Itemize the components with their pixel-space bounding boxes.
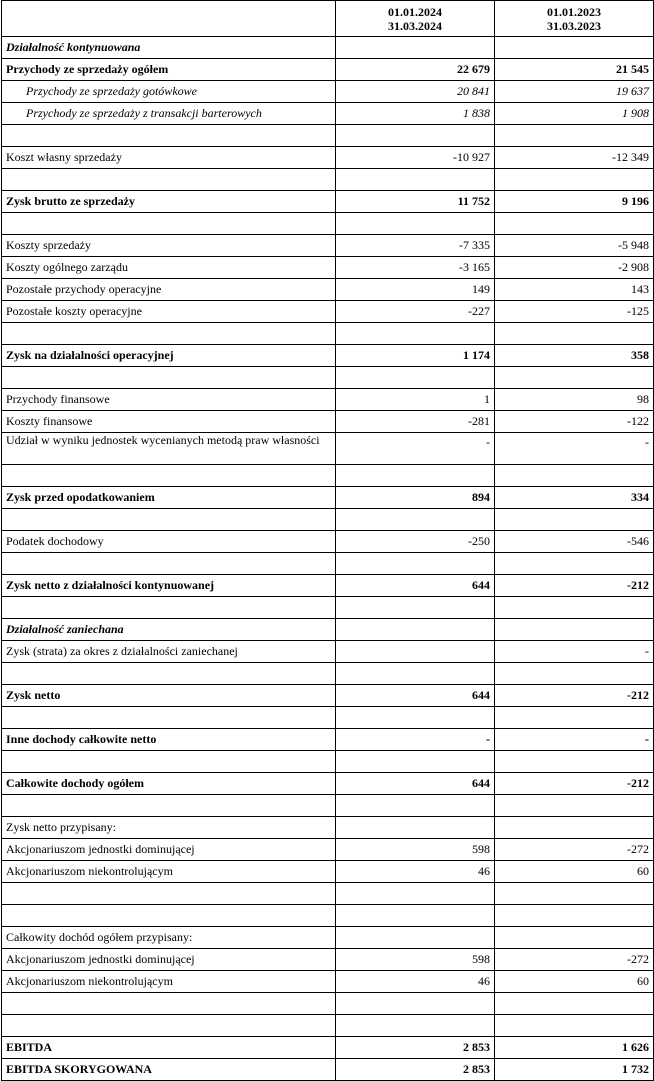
value-2023: 1 626: [495, 1037, 654, 1059]
value-2023: [495, 993, 654, 1015]
row-label: [2, 553, 336, 575]
row-label: Przychody ze sprzedaży ogółem: [2, 59, 336, 81]
value-2024: -10 927: [336, 147, 495, 169]
period-2024-to: 31.03.2024: [388, 18, 442, 33]
period-2023-from: 01.01.2023: [547, 4, 601, 19]
row-label: Inne dochody całkowite netto: [2, 729, 336, 751]
row-label: Koszty finansowe: [2, 411, 336, 433]
value-2023: 21 545: [495, 59, 654, 81]
value-2023: 1 908: [495, 103, 654, 125]
row-label: Pozostałe koszty operacyjne: [2, 301, 336, 323]
row-label: Całkowite dochody ogółem: [2, 773, 336, 795]
spacer-row: [2, 509, 654, 531]
value-2023: [495, 927, 654, 949]
statement-row: [2, 949, 654, 971]
statement-row: [2, 301, 654, 323]
statement-row: [2, 279, 654, 301]
row-label: [2, 597, 336, 619]
row-label: Zysk przed opodatkowaniem: [2, 487, 336, 509]
row-label: Zysk brutto ze sprzedaży: [2, 191, 336, 213]
statement-row: [2, 59, 654, 81]
statement-row: [2, 1037, 654, 1059]
spacer-row: [2, 751, 654, 773]
value-2023: [495, 465, 654, 487]
statement-row: [2, 81, 654, 103]
header-label-cell: [2, 1, 336, 37]
statement-row: [2, 103, 654, 125]
row-label: Działalność kontynuowana: [2, 37, 336, 59]
statement-row: [2, 641, 654, 663]
row-label: Całkowity dochód ogółem przypisany:: [2, 927, 336, 949]
statement-row: [2, 575, 654, 597]
value-2024: [336, 367, 495, 389]
statement-row: [2, 1059, 654, 1081]
value-2023: 334: [495, 487, 654, 509]
value-2024: [336, 817, 495, 839]
statement-row: [2, 927, 654, 949]
statement-row: [2, 861, 654, 883]
row-label: [2, 323, 336, 345]
value-2024: [336, 37, 495, 59]
value-2023: [495, 817, 654, 839]
value-2024: -3 165: [336, 257, 495, 279]
row-label: [2, 1015, 336, 1037]
spacer-row: [2, 1015, 654, 1037]
spacer-row: [2, 553, 654, 575]
value-2024: 11 752: [336, 191, 495, 213]
spacer-row: [2, 993, 654, 1015]
row-label: Udział w wyniku jednostek wycenianych metodą praw własności: [2, 433, 336, 465]
row-label: [2, 751, 336, 773]
value-2023: [495, 323, 654, 345]
row-label: [2, 883, 336, 905]
row-label: Akcjonariuszom niekontrolującym: [2, 861, 336, 883]
value-2023: [495, 707, 654, 729]
value-2024: -281: [336, 411, 495, 433]
value-2023: [495, 751, 654, 773]
spacer-row: [2, 125, 654, 147]
value-2024: -: [336, 433, 495, 465]
spacer-row: [2, 707, 654, 729]
value-2024: -227: [336, 301, 495, 323]
statement-row: [2, 619, 654, 641]
statement-row: [2, 729, 654, 751]
value-2023: -272: [495, 839, 654, 861]
value-2024: [336, 641, 495, 663]
value-2023: [495, 883, 654, 905]
value-2023: [495, 509, 654, 531]
value-2023: [495, 795, 654, 817]
statement-row: [2, 839, 654, 861]
value-2024: [336, 883, 495, 905]
value-2024: 2 853: [336, 1037, 495, 1059]
value-2024: [336, 619, 495, 641]
value-2023: -272: [495, 949, 654, 971]
row-label: Przychody ze sprzedaży gotówkowe: [2, 81, 336, 103]
row-label: [2, 707, 336, 729]
value-2024: 2 853: [336, 1059, 495, 1081]
spacer-row: [2, 367, 654, 389]
value-2023: 19 637: [495, 81, 654, 103]
value-2024: [336, 1015, 495, 1037]
value-2023: -212: [495, 575, 654, 597]
row-label: Zysk (strata) za okres z działalności zaniechanej: [2, 641, 336, 663]
value-2024: [336, 553, 495, 575]
value-2023: -5 948: [495, 235, 654, 257]
row-label: [2, 125, 336, 147]
row-label: Przychody finansowe: [2, 389, 336, 411]
row-label: [2, 367, 336, 389]
value-2024: 149: [336, 279, 495, 301]
value-2023: 9 196: [495, 191, 654, 213]
value-2024: 644: [336, 575, 495, 597]
spacer-row: [2, 597, 654, 619]
row-label: Zysk netto z działalności kontynuowanej: [2, 575, 336, 597]
spacer-row: [2, 883, 654, 905]
row-label: Zysk netto przypisany:: [2, 817, 336, 839]
row-label: [2, 663, 336, 685]
value-2023: [495, 553, 654, 575]
value-2023: 358: [495, 345, 654, 367]
row-label: EBITDA SKORYGOWANA: [2, 1059, 336, 1081]
row-label: Zysk netto: [2, 685, 336, 707]
value-2023: [495, 1015, 654, 1037]
value-2023: 60: [495, 971, 654, 993]
value-2024: 22 679: [336, 59, 495, 81]
row-label: Przychody ze sprzedaży z transakcji barterowych: [2, 103, 336, 125]
statement-row: [2, 971, 654, 993]
value-2024: 1 838: [336, 103, 495, 125]
value-2023: 143: [495, 279, 654, 301]
value-2024: -250: [336, 531, 495, 553]
value-2024: 644: [336, 773, 495, 795]
value-2024: [336, 509, 495, 531]
statement-row: [2, 685, 654, 707]
value-2024: [336, 751, 495, 773]
value-2023: -: [495, 729, 654, 751]
value-2023: -212: [495, 773, 654, 795]
value-2024: [336, 597, 495, 619]
statement-row: [2, 257, 654, 279]
value-2023: 98: [495, 389, 654, 411]
value-2024: 598: [336, 949, 495, 971]
row-label: Podatek dochodowy: [2, 531, 336, 553]
row-label: Zysk na działalności operacyjnej: [2, 345, 336, 367]
value-2023: -122: [495, 411, 654, 433]
statement-row: [2, 235, 654, 257]
value-2023: 60: [495, 861, 654, 883]
value-2023: [495, 367, 654, 389]
row-label: Koszt własny sprzedaży: [2, 147, 336, 169]
value-2023: 1 732: [495, 1059, 654, 1081]
row-label: Działalność zaniechana: [2, 619, 336, 641]
value-2023: -12 349: [495, 147, 654, 169]
value-2024: -7 335: [336, 235, 495, 257]
row-label: Koszty ogólnego zarządu: [2, 257, 336, 279]
value-2024: [336, 125, 495, 147]
row-label: [2, 213, 336, 235]
value-2024: 1 174: [336, 345, 495, 367]
value-2024: 1: [336, 389, 495, 411]
value-2024: [336, 993, 495, 1015]
header-period-2023: [495, 1, 654, 37]
row-label: [2, 465, 336, 487]
value-2023: -: [495, 433, 654, 465]
value-2024: 20 841: [336, 81, 495, 103]
row-label: EBITDA: [2, 1037, 336, 1059]
value-2024: [336, 465, 495, 487]
row-label: Akcjonariuszom jednostki dominującej: [2, 839, 336, 861]
period-2023-to: 31.03.2023: [547, 18, 601, 33]
value-2023: [495, 663, 654, 685]
statement-row: [2, 345, 654, 367]
value-2024: 46: [336, 861, 495, 883]
value-2023: [495, 125, 654, 147]
header-period-2024: [336, 1, 495, 37]
value-2023: -546: [495, 531, 654, 553]
value-2023: [495, 169, 654, 191]
statement-row: [2, 487, 654, 509]
row-label: [2, 509, 336, 531]
row-label: Akcjonariuszom jednostki dominującej: [2, 949, 336, 971]
value-2024: [336, 707, 495, 729]
value-2023: -125: [495, 301, 654, 323]
income-statement-table: [1, 0, 654, 1081]
statement-row: [2, 773, 654, 795]
value-2024: 46: [336, 971, 495, 993]
statement-row: [2, 433, 654, 465]
spacer-row: [2, 663, 654, 685]
header-row: [2, 1, 654, 37]
row-label: [2, 795, 336, 817]
row-label: Pozostałe przychody operacyjne: [2, 279, 336, 301]
value-2023: [495, 213, 654, 235]
value-2024: 644: [336, 685, 495, 707]
row-label: Akcjonariuszom niekontrolującym: [2, 971, 336, 993]
value-2023: [495, 619, 654, 641]
row-label: [2, 169, 336, 191]
value-2023: -: [495, 641, 654, 663]
statement-row: [2, 191, 654, 213]
statement-row: [2, 817, 654, 839]
spacer-row: [2, 323, 654, 345]
statement-row: [2, 389, 654, 411]
row-label: Koszty sprzedaży: [2, 235, 336, 257]
statement-row: [2, 37, 654, 59]
value-2023: [495, 597, 654, 619]
statement-row: [2, 411, 654, 433]
value-2024: [336, 213, 495, 235]
value-2024: [336, 905, 495, 927]
value-2024: -: [336, 729, 495, 751]
value-2023: [495, 37, 654, 59]
period-2024-from: 01.01.2024: [388, 4, 442, 19]
value-2024: [336, 323, 495, 345]
value-2024: [336, 663, 495, 685]
value-2023: -2 908: [495, 257, 654, 279]
spacer-row: [2, 795, 654, 817]
value-2024: 894: [336, 487, 495, 509]
row-label: [2, 905, 336, 927]
value-2024: [336, 169, 495, 191]
value-2024: [336, 795, 495, 817]
value-2023: [495, 905, 654, 927]
spacer-row: [2, 905, 654, 927]
value-2024: [336, 927, 495, 949]
row-label: [2, 993, 336, 1015]
value-2023: -212: [495, 685, 654, 707]
value-2024: 598: [336, 839, 495, 861]
statement-row: [2, 531, 654, 553]
statement-row: [2, 147, 654, 169]
spacer-row: [2, 213, 654, 235]
spacer-row: [2, 465, 654, 487]
spacer-row: [2, 169, 654, 191]
